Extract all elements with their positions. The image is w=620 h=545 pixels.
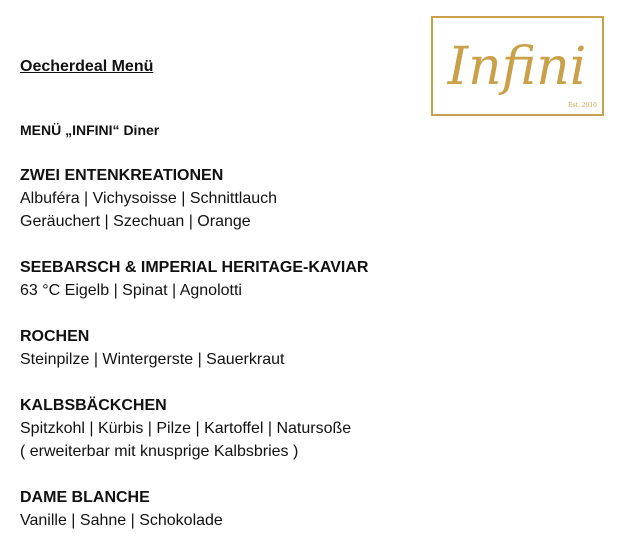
course-1 [20,164,277,233]
course-name: DAME BLANCHE [20,489,150,506]
course-3 [20,325,284,371]
course-line: 63 °C Eigelb | Spinat | Agnolotti [20,282,242,299]
course-2 [20,256,368,302]
infini-logo-graphic [431,16,604,116]
course-line: Spitzkohl | Kürbis | Pilze | Kartoffel | Natursoße [20,420,352,437]
course-name: ZWEI ENTENKREATIONEN [20,167,224,184]
course-5 [20,486,223,532]
course-name: KALBSBÄCKCHEN [20,397,167,414]
course-line: Steinpilze | Wintergerste | Sauerkraut [20,351,285,368]
course-4 [20,394,351,463]
course-name: SEEBARSCH & IMPERIAL HERITAGE-KAVIAR [20,259,369,276]
course-line: Albuféra | Vichysoisse | Schnittlauch [20,190,278,207]
course-line: Vanille | Sahne | Schokolade [20,512,223,529]
menu-document-title: Oecherdeal Menü [20,58,154,75]
logo-tagline: Est. 2010 [568,102,597,109]
menu-subtitle: MENÜ „INFINI“ Diner [20,122,160,138]
course-line: ( erweiterbar mit knusprige Kalbsbries ) [20,443,299,460]
course-name: ROCHEN [20,328,90,345]
infini-logo [431,16,604,116]
course-line: Geräuchert | Szechuan | Orange [20,213,251,230]
logo-wordmark: Infini [447,37,587,97]
